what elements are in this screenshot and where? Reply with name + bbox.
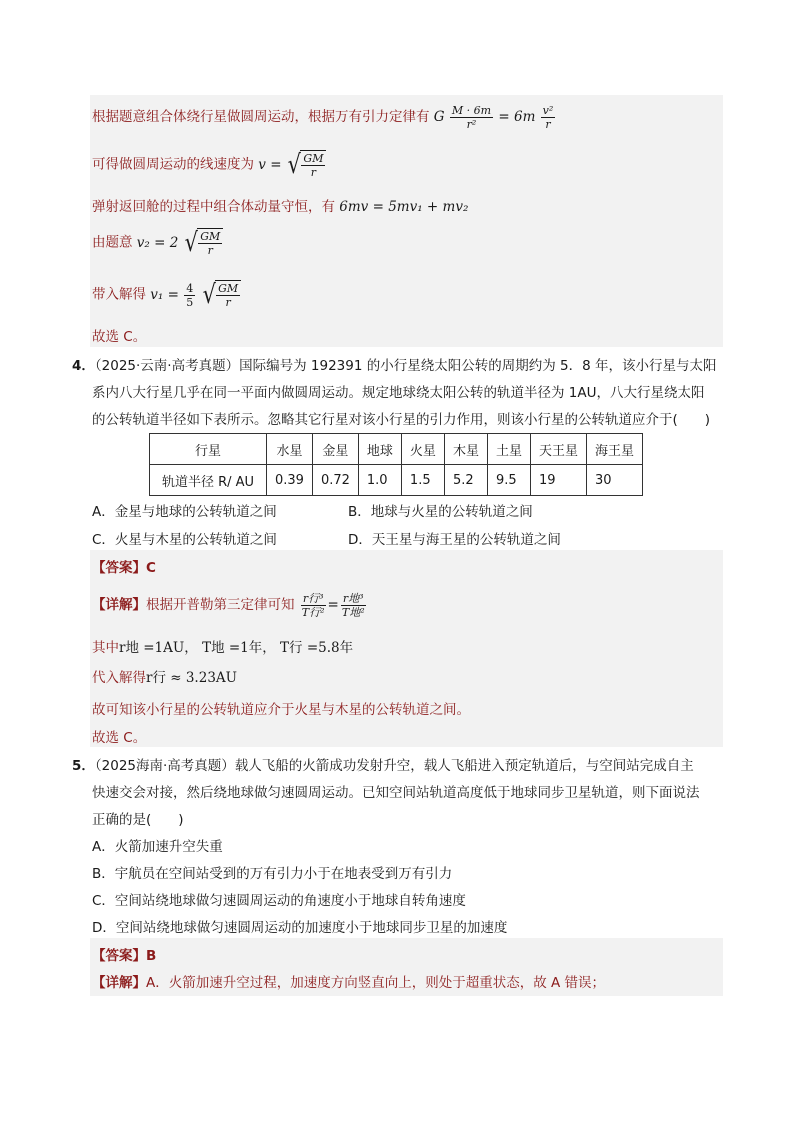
velocity-formula: v = √ $\frac{GM}{r}$ [258, 157, 326, 173]
q4-option-b: B．地球与火星的公转轨道之间 [348, 504, 533, 520]
gravitation-formula: G $\frac{M \cdot 6m}{\text{r²}}$ = 6m $\frac{\text{v²}}{r}$ [433, 104, 554, 131]
detail-label: 【详解】 [92, 975, 146, 991]
table-cell: 0.39 [267, 465, 313, 496]
given-prefix: 其中 [92, 640, 119, 656]
q4-substitute-line [92, 666, 237, 686]
question-number: 4． [72, 358, 95, 374]
q4-answer-label: 【答案】C [92, 560, 156, 576]
table-cell: 5.2 [444, 465, 487, 496]
table-cell: 水星 [267, 434, 313, 465]
question-4-line-2: 系内八大行星几乎在同一平面内做圆周运动。规定地球绕太阳公转的轨道半径为 1AU，八大行星绕太阳 [92, 385, 705, 401]
q5-option-b: B．宇航员在空间站受到的万有引力小于在地表受到万有引力 [92, 866, 453, 882]
q4-detail-line [92, 592, 368, 619]
table-cell: 轨道半径 R/ AU [150, 465, 267, 496]
solution-text: 带入解得 [92, 286, 146, 303]
table-cell: 1.5 [401, 465, 444, 496]
question-4-line-3: 的公转轨道半径如下表所示。忽略其它行星对该小行星的引力作用，则该小行星的公转轨道应介于( ) [92, 412, 711, 428]
table-cell: 0.72 [312, 465, 358, 496]
table-cell: 天王星 [530, 434, 586, 465]
solution-3-final: 故选 C。 [92, 329, 147, 345]
kepler-formula: $\frac{\text{r行³}}{\text{T行²}}$ = $\frac{\text{r地³}}{\text{T地²}}$ [301, 592, 365, 619]
given-values: r地 =1AU， T地 =1年， T行 =5.8年 [119, 640, 354, 656]
q5-option-d: D．空间站绕地球做匀速圆周运动的加速度小于地球同步卫星的加速度 [92, 920, 508, 936]
question-text: 载人飞船的火箭成功发射升空，载人飞船进入预定轨道后，与空间站完成自主 [234, 758, 694, 774]
solution-text: 由题意 [92, 234, 133, 251]
question-4-line-1 [72, 354, 717, 374]
detail-text: A．火箭加速升空过程，加速度方向竖直向上，则处于超重状态，故 A 错误； [146, 975, 606, 991]
v2-formula: v₂ = 2 √ $\frac{GM}{r}$ [137, 235, 223, 251]
question-text: 国际编号为 192391 的小行星绕太阳公转的周期约为 5．8 年，该小行星与太阳 [239, 358, 717, 374]
q4-option-d: D．天王星与海王星的公转轨道之间 [348, 532, 561, 548]
solution-text: 弹射返回舱的过程中组合体动量守恒，有 [92, 199, 335, 215]
detail-label: 【详解】 [92, 597, 146, 613]
solution-text: 根据题意组合体绕行星做圆周运动，根据万有引力定律有 [92, 109, 430, 125]
detail-text: 根据开普勒第三定律可知 [146, 597, 295, 613]
momentum-formula: 6mv = 5mv₁ + mv₂ [339, 199, 469, 215]
q4-option-c: C．火星与木星的公转轨道之间 [92, 532, 277, 548]
question-source: （2025·云南·高考真题） [94, 358, 240, 374]
orbit-radius-table [149, 433, 643, 496]
table-cell: 30 [586, 465, 642, 496]
solution-3-line-3 [92, 195, 468, 215]
question-number: 5． [72, 758, 95, 774]
question-5-line-3: 正确的是( ) [92, 812, 184, 828]
table-cell: 地球 [358, 434, 401, 465]
substitute-result: r行 ≈ 3.23AU [146, 670, 238, 686]
solution-3-line-1 [92, 104, 556, 131]
table-cell: 行星 [150, 434, 267, 465]
table-header-row [150, 434, 643, 465]
solution-3-line-2 [92, 150, 326, 180]
solution-3-line-4 [92, 228, 223, 258]
q4-final: 故选 C。 [92, 730, 147, 746]
table-cell: 海王星 [586, 434, 642, 465]
question-5-line-2: 快速交会对接，然后绕地球做匀速圆周运动。已知空间站轨道高度低于地球同步卫星轨道，则下面说法 [92, 785, 700, 801]
question-5-line-1 [72, 754, 694, 774]
table-cell: 9.5 [487, 465, 530, 496]
table-cell: 土星 [487, 434, 530, 465]
q5-option-c: C．空间站绕地球做匀速圆周运动的角速度小于地球自转角速度 [92, 893, 466, 909]
table-cell: 木星 [444, 434, 487, 465]
substitute-prefix: 代入解得 [92, 670, 146, 686]
table-row [150, 465, 643, 496]
table-cell: 金星 [312, 434, 358, 465]
q5-option-a: A．火箭加速升空失重 [92, 839, 223, 855]
solution-text: 可得做圆周运动的线速度为 [92, 156, 254, 173]
q5-detail-line [92, 971, 605, 991]
q4-conclusion: 故可知该小行星的公转轨道应介于火星与木星的公转轨道之间。 [92, 702, 470, 718]
q4-option-a: A．金星与地球的公转轨道之间 [92, 504, 277, 520]
v1-formula: v₁ = $\frac{4}{5}$ √ $\frac{GM}{r}$ [150, 287, 241, 303]
table-cell: 1.0 [358, 465, 401, 496]
q5-answer-label: 【答案】B [92, 948, 157, 964]
question-source: （2025海南·高考真题） [94, 758, 235, 774]
table-cell: 19 [530, 465, 586, 496]
q4-given-line [92, 636, 353, 656]
solution-3-line-5 [92, 280, 241, 310]
table-cell: 火星 [401, 434, 444, 465]
